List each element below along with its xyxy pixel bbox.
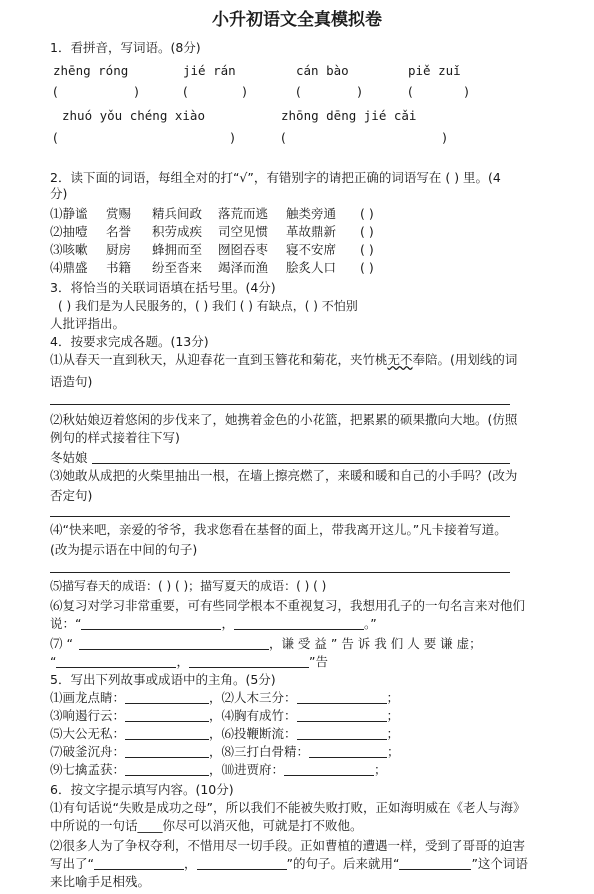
q4-s5: ⑸描写春天的成语：( ) ( )；描写夏天的成语：( ) ( ): [50, 579, 327, 593]
q3-line2: 人批评指出。: [50, 316, 126, 331]
q6-p2-line2: 写出了“ ， ”的句子。后来就用“ ”这个词语: [50, 856, 528, 871]
q4-s1-line1: ⑴从春天一直到秋天，从迎春花一直到玉簪花和菊花，夹竹桃无不奉陪。(用划线的词: [50, 352, 518, 367]
pinyin-6: zhōng dēng jié cǎi: [281, 108, 417, 123]
q2-row4-w5: 脍炙人口: [286, 260, 337, 275]
q4-s2-line2: 例句的样式接着往下写): [50, 430, 180, 445]
q4-s7-line2: “ ， ”告: [50, 654, 328, 669]
q2-row4-w2: 书籍: [106, 260, 132, 275]
q2-row2-w5: 革故鼎新: [286, 224, 337, 239]
q5-heading: 5．写出下列故事或成语中的主角。(5分): [50, 672, 276, 687]
pinyin-2: jié rán: [183, 63, 236, 78]
answer-line: [50, 404, 510, 405]
q2-row1-w4: 落荒而逃: [218, 206, 269, 221]
q4-s2-line1: ⑵秋姑娘迈着悠闲的步伐来了，她携着金色的小花篮，把累累的硕果撒向大地。(仿照: [50, 412, 518, 427]
q4-s2-line3: 冬姑娘: [50, 450, 88, 465]
q2-row3-blank: ( ): [360, 242, 374, 257]
answer-paren-open-2: (: [183, 84, 188, 99]
q2-heading-cont: 分): [50, 186, 68, 201]
answer-paren-close-1: ): [134, 84, 139, 99]
q2-row1-w2: 赏赐: [106, 206, 132, 221]
q6-p2-line3: 来比喻手足相残。: [50, 874, 151, 889]
answer-paren-open-6: (: [281, 130, 286, 145]
q2-row1-w5: 触类旁通: [286, 206, 337, 221]
answer-paren-close-6: ): [442, 130, 447, 145]
q2-heading: 2．读下面的词语，每组全对的打“√”，有错别字的请把正确的词语写在 ( ) 里。(4: [50, 170, 501, 185]
q4-s3-line2: 否定句): [50, 488, 93, 503]
q5-row3: ⑸大公无私： ，⑹投鞭断流： ；: [50, 726, 400, 741]
q4-s4-line1: ⑷“快来吧，亲爱的爷爷，我求您看在基督的面上，带我离开这儿。”凡卡接着写道。: [50, 522, 507, 537]
q4-s1-line2: 语造句): [50, 374, 93, 389]
pinyin-4: piě zuǐ: [408, 63, 461, 78]
q6-p1-line1: ⑴有句话说“失败是成功之母”，所以我们不能被失败打败，正如海明威在《老人与海》: [50, 800, 526, 815]
q5-row1: ⑴画龙点睛： ，⑵人木三分： ；: [50, 690, 400, 705]
q2-row1-blank: ( ): [360, 206, 374, 221]
q2-row1-w3: 精兵间政: [152, 206, 203, 221]
q2-row3-w2: 厨房: [106, 242, 132, 257]
answer-line: [92, 463, 510, 464]
q4-s7-line1: ⑺ “ ，谦 受 益 ” 告 诉 我 们 人 要 谦 虚；: [50, 636, 482, 651]
q5-row4: ⑺破釜沉舟： ，⑻三打白骨精： ；: [50, 744, 400, 759]
answer-paren-close-2: ): [242, 84, 247, 99]
q2-row2-w1: ⑵抽噎: [50, 224, 88, 239]
q2-row4-w1: ⑷鼎盛: [50, 260, 88, 275]
q2-row4-w4: 竭泽而渔: [218, 260, 269, 275]
answer-line: [50, 516, 510, 517]
answer-paren-open-4: (: [408, 84, 413, 99]
q4-s3-line1: ⑶她敢从成把的火柴里抽出一根，在墙上擦亮燃了，来暖和暖和自己的小手吗？(改为: [50, 468, 518, 483]
q3-line1: ( ) 我们是为人民服务的，( ) 我们 ( ) 有缺点，( ) 不怕别: [58, 299, 358, 313]
q2-row2-w4: 司空见惯: [218, 224, 269, 239]
q6-p2-line1: ⑵很多人为了争权夺利，不惜用尽一切手段。正如曹植的遭遇一样，受到了哥哥的迫害: [50, 838, 526, 853]
answer-line: [50, 572, 510, 573]
answer-paren-close-5: ): [230, 130, 235, 145]
q2-row2-w2: 名誉: [106, 224, 132, 239]
q6-p1-line2: 中所说的一句话____你尽可以消灭他，可就是打不败他。: [50, 818, 363, 833]
q2-row4-blank: ( ): [360, 260, 374, 275]
q2-row3-w1: ⑶咳嗽: [50, 242, 88, 257]
q4-heading: 4．按要求完成各题。(13分): [50, 334, 209, 349]
q2-row3-w4: 囫囵吞枣: [218, 242, 269, 257]
q2-row2-blank: ( ): [360, 224, 374, 239]
q2-row3-w5: 寝不安席: [286, 242, 337, 257]
pinyin-5: zhuó yǒu chéng xiào: [62, 108, 205, 123]
q4-s6-line2: 说：“ ， 。”: [50, 616, 377, 631]
q3-heading: 3．将恰当的关联词语填在括号里。(4分): [50, 280, 276, 295]
answer-paren-close-3: ): [357, 84, 362, 99]
q4-s4-line2: (改为提示语在中间的句子): [50, 542, 198, 557]
q6-heading: 6．按文字提示填写内容。(10分): [50, 782, 234, 797]
q5-row2: ⑶响遏行云： ，⑷胸有成竹： ；: [50, 708, 400, 723]
q1-heading: 1．看拼音，写词语。(8分): [50, 40, 201, 55]
q2-row2-w3: 积劳成疾: [152, 224, 203, 239]
pinyin-3: cán bào: [296, 63, 349, 78]
q2-row3-w3: 蜂拥而至: [152, 242, 203, 257]
answer-paren-open-3: (: [296, 84, 301, 99]
answer-paren-open-5: (: [53, 130, 58, 145]
q2-row1-w1: ⑴静谧: [50, 206, 88, 221]
answer-paren-close-4: ): [464, 84, 469, 99]
underlined-word: 无不: [387, 352, 413, 367]
q5-row5: ⑼七擒孟获： ，⑽进贾府： ；: [50, 762, 387, 777]
q4-s6-line1: ⑹复习对学习非常重要，可有些同学根本不重视复习，我想用孔子的一句名言来对他们: [50, 598, 526, 613]
q2-row4-w3: 纷至沓来: [152, 260, 203, 275]
answer-paren-open-1: (: [53, 84, 58, 99]
page-title: 小升初语文全真模拟卷: [212, 10, 382, 30]
pinyin-1: zhēng róng: [53, 63, 129, 78]
